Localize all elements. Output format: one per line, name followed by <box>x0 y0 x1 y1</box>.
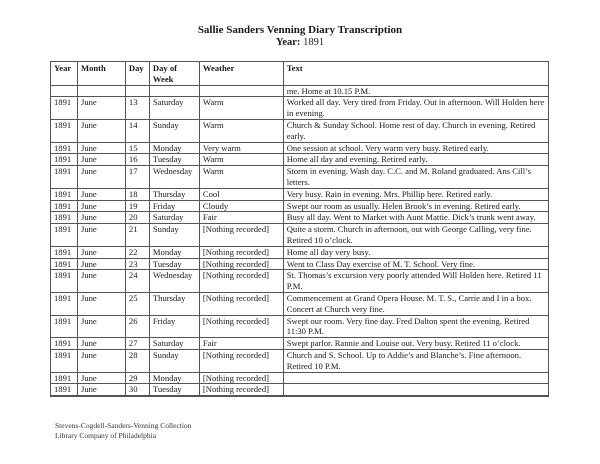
cell-day-of-week: Tuesday <box>149 258 199 270</box>
cell-month: June <box>77 258 125 270</box>
cell-month <box>77 85 125 97</box>
header-year: Year <box>51 62 78 86</box>
cell-year: 1891 <box>51 200 78 212</box>
cell-day: 17 <box>125 166 149 189</box>
footer-collection: Stevens-Cogdell-Sanders-Venning Collection <box>55 421 192 430</box>
document-year <box>0 37 600 49</box>
cell-month: June <box>77 270 125 293</box>
cell-month: June <box>77 372 125 384</box>
cell-weather: [Nothing recorded] <box>199 246 283 258</box>
table-header-row <box>51 62 549 86</box>
cell-day-of-week: Friday <box>149 315 199 338</box>
cell-month: June <box>77 97 125 120</box>
cell-text: Commencement at Grand Opera House. M. T. S., Carrie and I in a box. Concert at Church very fine. <box>283 292 548 315</box>
cell-year: 1891 <box>51 315 78 338</box>
cell-day: 20 <box>125 212 149 224</box>
table-row <box>51 372 549 384</box>
cell-day-of-week: Monday <box>149 246 199 258</box>
cell-weather: Cloudy <box>199 200 283 212</box>
cell-text: Swept our room as usually. Helen Brook’s in evening. Retired early. <box>283 200 548 212</box>
cell-weather: [Nothing recorded] <box>199 349 283 372</box>
cell-day: 14 <box>125 119 149 142</box>
cell-year: 1891 <box>51 270 78 293</box>
cell-text: Church and S. School. Up to Addie’s and Blanche’s. Fine afternoon. Retired 10 P.M. <box>283 349 548 372</box>
table-row <box>51 384 549 396</box>
cell-year <box>51 396 78 397</box>
header-text: Text <box>283 62 548 86</box>
cell-year: 1891 <box>51 258 78 270</box>
header-weather: Weather <box>199 62 283 86</box>
footer-library: Library Company of Philadelphia <box>55 431 157 440</box>
table-row <box>51 292 549 315</box>
cell-text: Swept our room. Very fine day. Fred Dalton spent the evening. Retired 11:30 P.M. <box>283 315 548 338</box>
cell-day-of-week: Monday <box>149 372 199 384</box>
cell-weather: [Nothing recorded] <box>199 384 283 396</box>
cell-day: 23 <box>125 258 149 270</box>
cell-weather: Warm <box>199 166 283 189</box>
cell-year: 1891 <box>51 349 78 372</box>
cell-day-of-week: Tuesday <box>149 154 199 166</box>
cell-text: Home all day and evening. Retired early. <box>283 154 548 166</box>
table-row <box>51 166 549 189</box>
cell-text: Quite a storm. Church in afternoon, out with George Calling, very fine. Retired 10 o’clock. <box>283 224 548 247</box>
cell-year: 1891 <box>51 119 78 142</box>
cell-day <box>125 396 149 397</box>
table-row <box>51 97 549 120</box>
cell-year: 1891 <box>51 142 78 154</box>
cell-day-of-week: Saturday <box>149 212 199 224</box>
table-row <box>51 224 549 247</box>
cell-month <box>77 396 125 397</box>
cell-text: Church & Sunday School. Home rest of day. Church in evening. Retired early. <box>283 119 548 142</box>
cell-day: 24 <box>125 270 149 293</box>
cell-day-of-week: Sunday <box>149 119 199 142</box>
cell-day: 26 <box>125 315 149 338</box>
cell-year: 1891 <box>51 292 78 315</box>
cell-text: Very busy. Rain in evening. Mrs. Phillip here. Retired early. <box>283 188 548 200</box>
cell-day: 25 <box>125 292 149 315</box>
cell-year: 1891 <box>51 97 78 120</box>
cell-text: Busy all day. Went to Market with Aunt Mattie. Dick’s trunk went away. <box>283 212 548 224</box>
cell-day-of-week: Monday <box>149 142 199 154</box>
cell-text: Went to Class Day exercise of M. T. School. Very fine. <box>283 258 548 270</box>
cell-text: Swept parlor. Rannie and Louise out. Very busy. Retired 11 o’clock. <box>283 338 548 350</box>
cell-weather: Fair <box>199 338 283 350</box>
table-row <box>51 212 549 224</box>
cell-month: June <box>77 349 125 372</box>
cell-month: June <box>77 166 125 189</box>
cell-day-of-week: Sunday <box>149 349 199 372</box>
cell-month: June <box>77 384 125 396</box>
cell-weather <box>199 396 283 397</box>
cell-month: June <box>77 224 125 247</box>
table-row <box>51 338 549 350</box>
footer-credit <box>55 421 191 441</box>
cell-weather: [Nothing recorded] <box>199 258 283 270</box>
cell-weather: Warm <box>199 97 283 120</box>
table-row <box>51 349 549 372</box>
cell-text: One session at school. Very warm very busy. Retired early. <box>283 142 548 154</box>
cell-day-of-week: Wednesday <box>149 166 199 189</box>
table-row <box>51 315 549 338</box>
cell-month: June <box>77 142 125 154</box>
cell-year: 1891 <box>51 224 78 247</box>
document-title: Sallie Sanders Venning Diary Transcription <box>197 24 403 36</box>
diary-table <box>50 61 549 397</box>
cell-month: June <box>77 212 125 224</box>
table-row <box>51 270 549 293</box>
cell-day-of-week <box>149 396 199 397</box>
cell-year: 1891 <box>51 154 78 166</box>
cell-day-of-week: Saturday <box>149 97 199 120</box>
cell-weather: [Nothing recorded] <box>199 372 283 384</box>
cell-text <box>283 372 548 384</box>
cell-day <box>125 85 149 97</box>
cell-month: June <box>77 338 125 350</box>
cell-text: Home all day very busy. <box>283 246 548 258</box>
cell-year: 1891 <box>51 212 78 224</box>
table-row <box>51 142 549 154</box>
cell-day: 13 <box>125 97 149 120</box>
cell-day: 15 <box>125 142 149 154</box>
cell-weather: [Nothing recorded] <box>199 292 283 315</box>
cell-weather: Cool <box>199 188 283 200</box>
cell-day: 18 <box>125 188 149 200</box>
cell-text <box>283 384 548 396</box>
cell-weather: [Nothing recorded] <box>199 315 283 338</box>
cell-day-of-week: Thursday <box>149 188 199 200</box>
header-day-of-week: Day of Week <box>149 62 199 86</box>
cell-day-of-week: Wednesday <box>149 270 199 293</box>
cell-year: 1891 <box>51 246 78 258</box>
year-label: Year: <box>275 37 301 48</box>
table-row <box>51 154 549 166</box>
cell-day-of-week: Sunday <box>149 224 199 247</box>
cell-day: 27 <box>125 338 149 350</box>
cell-text: Storm in evening. Wash day. C.C. and M. Roland graduated. Ans Cill’s letters. <box>283 166 548 189</box>
cell-month: June <box>77 315 125 338</box>
cell-weather <box>199 85 283 97</box>
cell-day-of-week: Tuesday <box>149 384 199 396</box>
cell-weather: Warm <box>199 119 283 142</box>
cell-day: 22 <box>125 246 149 258</box>
cell-year: 1891 <box>51 372 78 384</box>
table-row <box>51 200 549 212</box>
cell-weather: [Nothing recorded] <box>199 270 283 293</box>
cell-day: 16 <box>125 154 149 166</box>
cell-weather: [Nothing recorded] <box>199 224 283 247</box>
cell-month: June <box>77 154 125 166</box>
cell-day: 28 <box>125 349 149 372</box>
cell-day-of-week: Friday <box>149 200 199 212</box>
cell-year: 1891 <box>51 188 78 200</box>
cell-day: 21 <box>125 224 149 247</box>
cell-text: St. Thomas’s excursion very poorly attended Will Holden here. Retired 11 P.M. <box>283 270 548 293</box>
cell-weather: Fair <box>199 212 283 224</box>
header-day: Day <box>125 62 149 86</box>
cell-weather: Warm <box>199 154 283 166</box>
cell-month: June <box>77 188 125 200</box>
cell-year: 1891 <box>51 384 78 396</box>
table-row <box>51 188 549 200</box>
cell-text: me. Home at 10.15 P.M. <box>283 85 548 97</box>
cell-weather: Very warm <box>199 142 283 154</box>
cell-day: 29 <box>125 372 149 384</box>
cell-month: June <box>77 119 125 142</box>
year-value: 1891 <box>303 37 325 48</box>
table-row <box>51 119 549 142</box>
cell-year <box>51 85 78 97</box>
cell-month: June <box>77 246 125 258</box>
cell-day: 19 <box>125 200 149 212</box>
header-month: Month <box>77 62 125 86</box>
table-row <box>51 85 549 97</box>
cell-day-of-week <box>149 85 199 97</box>
cell-month: June <box>77 200 125 212</box>
cell-year: 1891 <box>51 338 78 350</box>
table-row <box>51 258 549 270</box>
table-row <box>51 246 549 258</box>
cell-month: June <box>77 292 125 315</box>
cell-day: 30 <box>125 384 149 396</box>
cell-text: Worked all day. Very tired from Friday. Out in afternoon. Will Holden here in evening. <box>283 97 548 120</box>
cell-day-of-week: Saturday <box>149 338 199 350</box>
cell-text <box>283 396 548 397</box>
cell-day-of-week: Thursday <box>149 292 199 315</box>
table-row <box>51 396 549 397</box>
cell-year: 1891 <box>51 166 78 189</box>
